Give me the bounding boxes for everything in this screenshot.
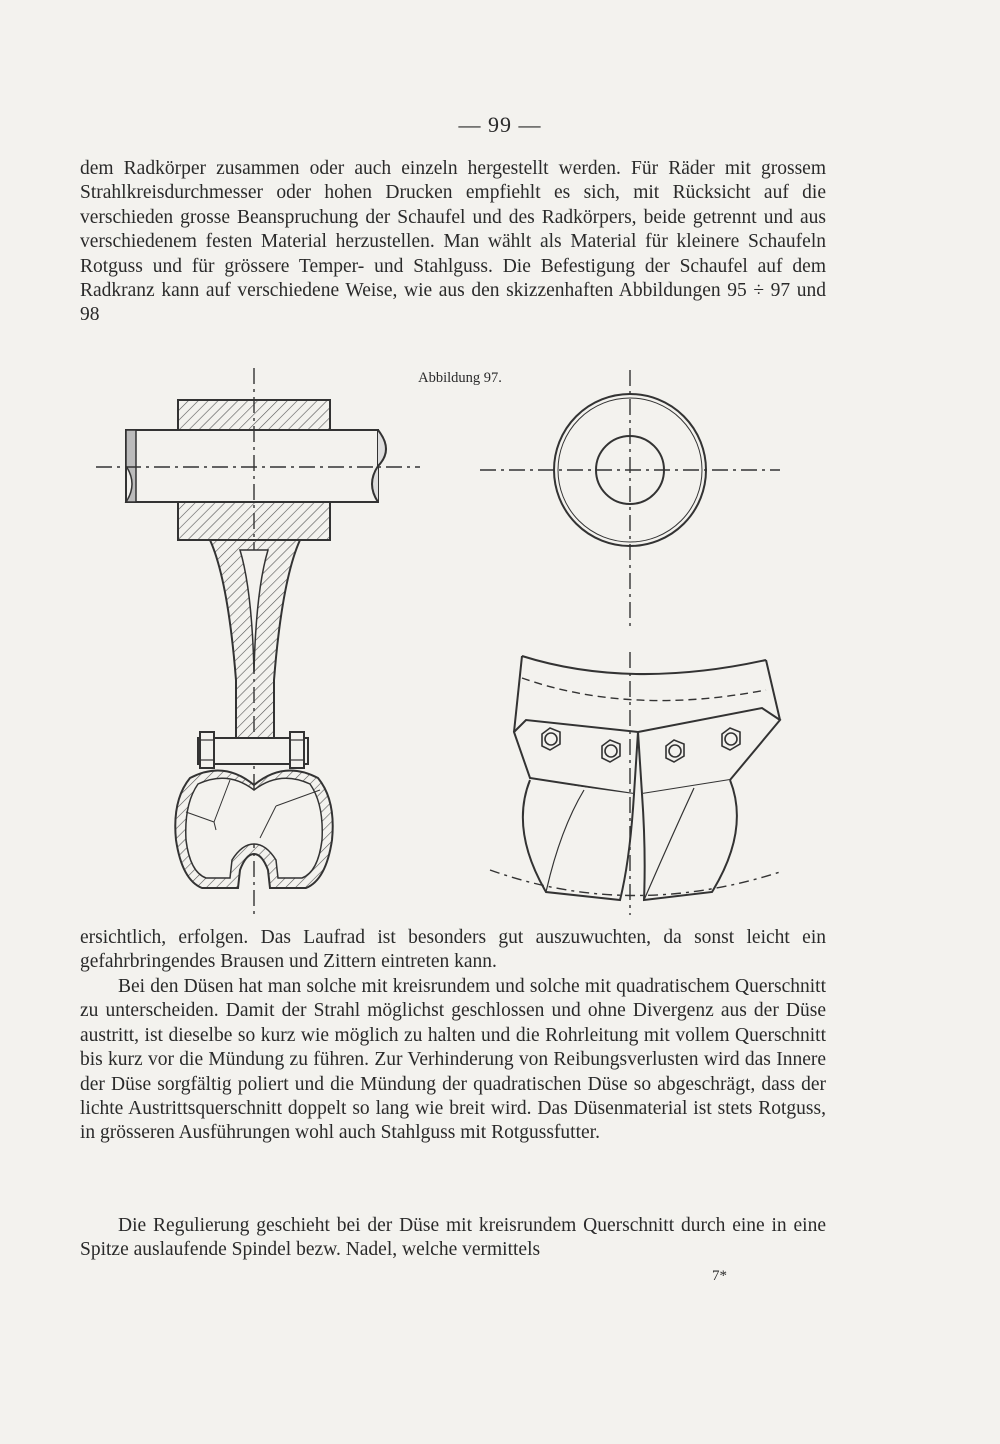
outer-circle-arc [490,870,780,896]
bucket-cup-left [523,780,634,900]
paragraph-intro: dem Radkörper zusammen oder auch einzeln hergestellt werden. Für Räder mit grossem Strahlkreisdurchmesser oder hohen Drucken empfiehlt es sich, mit Rücksicht auf die verschieden grosse Beanspruchung der Schaufel und des Radkörpers, beide getrennt und aus verschiedenem festen Material herzustellen. Man wählt als Material für kleinere Schaufeln Rotguss und für grössere Temper- und Stahlguss. Die Befestigung der Schaufel auf dem Radkranz kann auf verschiedene Weise, wie aus den skizzenhaften Abbildungen 95 ÷ 97 und 98 [80,158,826,326]
paragraph-regulation: Die Regulierung geschieht bei der Düse mit kreisrundem Querschnitt durch eine in eine Spitze auslaufende Spindel bezw. Nadel, welche vermittels [80,1215,826,1261]
paragraph-nozzles: Bei den Düsen hat man solche mit kreisrundem und solche mit quadratischem Querschnitt zu unterscheiden. Damit der Strahl möglichst geschlossen und ohne Divergenz aus der Düse austritt, ist dieselbe so kurz wie möglich zu halten und die Rohrleitung mit vollem Querschnitt bis kurz vor die Mündung zu führen. Zur Verhinderung von Reibungsverlusten wird das Innere der Düse sorgfältig poliert und die Mündung der quadratischen Düse so abgeschrägt, dass der lichte Austrittsquerschnitt doppelt so lang wie breit wird. Das Düsenmaterial ist stets Rotguss, in grösseren Ausführungen wohl auch Stahlguss mit Rotgussfutter. [80,976,826,1144]
bucket-plate-right [638,708,780,794]
buckets-rim-view [490,652,780,915]
figure-97-drawing [90,360,800,920]
page-number: — 99 — [458,112,542,137]
signature-mark: 7* [712,1268,727,1284]
paragraph-balancing: ersichtlich, erfolgen. Das Laufrad ist besonders gut auszuwuchten, da sonst leicht ein gefahrbringendes Brausen und Zittern eintreten kann. [80,927,826,973]
rim-outer-arc [522,678,766,701]
blade-section-view [96,368,420,915]
figure-caption: Abbildung 97. [418,370,502,386]
shaft [126,430,378,502]
shaft-end-view [480,370,780,630]
